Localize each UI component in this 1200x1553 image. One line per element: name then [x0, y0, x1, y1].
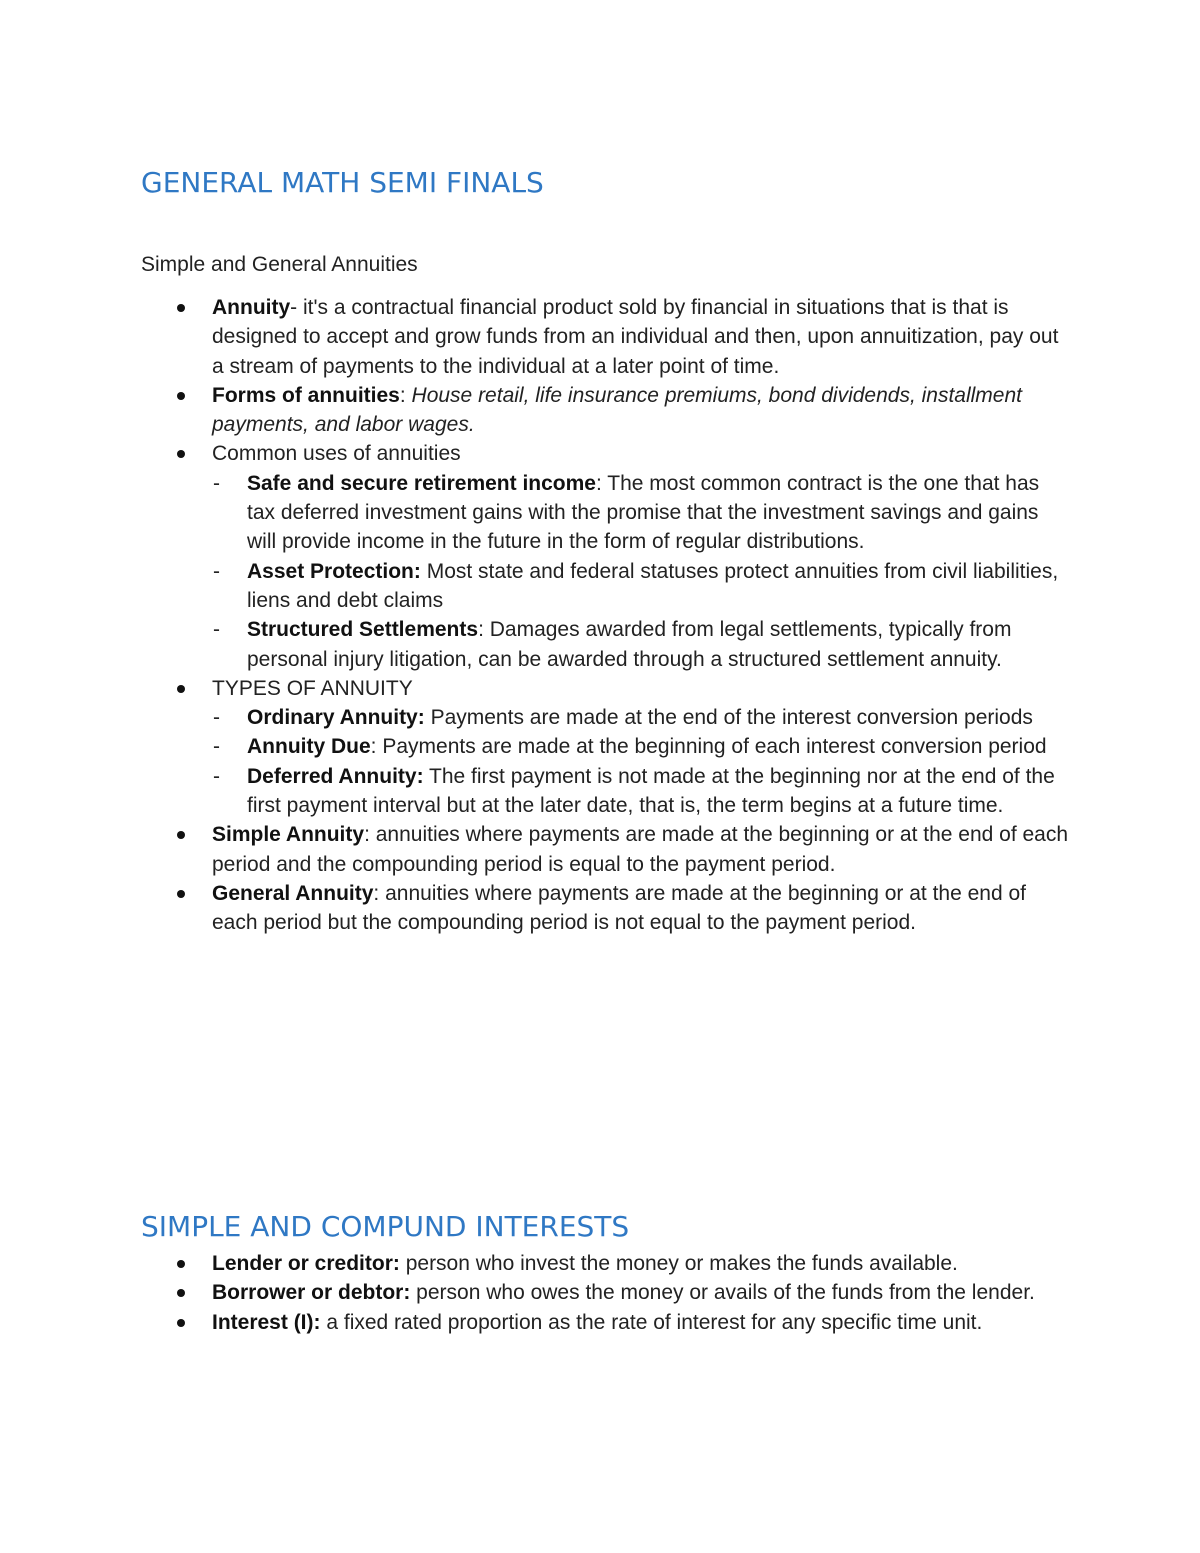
list-item-lender: [141, 1249, 1071, 1278]
definition-borrower: person who owes the money or avails of the funds from the lender.: [410, 1281, 1035, 1305]
sublist-item-use: [212, 557, 1071, 616]
list-item-general-annuity: [141, 879, 1071, 938]
section-heading-interests: SIMPLE AND COMPUND INTERESTS: [141, 1210, 630, 1243]
annuities-list: [141, 293, 1071, 938]
type-term: Ordinary Annuity:: [247, 706, 425, 730]
term-general-annuity: General Annuity: [212, 881, 374, 905]
definition-interest: a fixed rated proportion as the rate of interest for any specific time unit.: [320, 1310, 983, 1334]
uses-sublist: [212, 469, 1071, 674]
use-text: : Damages awarded from legal settlements, typically from personal injury litigation, can be awarded through a structured settlement annuity.: [247, 618, 1012, 671]
use-text: Most state and federal statuses protect annuities from civil liabilities, liens and debt claims: [247, 559, 1059, 612]
list-item-types: [141, 674, 1071, 820]
use-term: Safe and secure retirement income: [247, 471, 596, 495]
term-lender: Lender or creditor:: [212, 1252, 400, 1275]
type-text: Payments are made at the end of the interest conversion periods: [424, 706, 1033, 730]
interests-list: [141, 1249, 1071, 1337]
type-term: Deferred Annuity:: [247, 764, 424, 788]
sublist-item-type: [212, 703, 1071, 732]
use-text: : The most common contract is the one that has tax deferred investment gains with the promise that the investment savings and gains will provide income in the future in the form of regular distributions.: [247, 471, 1040, 554]
definition-forms: House retail, life insurance premiums, bond dividends, installment payments, and labor wages.: [212, 383, 1022, 437]
definition-lender: person who invest the money or makes the funds available.: [399, 1252, 958, 1275]
type-term: Annuity Due: [247, 735, 371, 759]
use-term: Asset Protection:: [247, 559, 421, 583]
list-item-interest: [141, 1308, 1071, 1337]
term-forms: Forms of annuities: [212, 383, 400, 407]
list-item-borrower: [141, 1278, 1071, 1307]
term-borrower: Borrower or debtor:: [212, 1281, 411, 1305]
sublist-item-use: [212, 469, 1071, 557]
common-uses-label: Common uses of annuities: [212, 442, 461, 466]
type-text: : Payments are made at the beginning of each interest conversion period: [370, 735, 1047, 759]
definition-simple-annuity: : annuities where payments are made at the beginning or at the end of each period and the compounding period is equal to the payment period.: [212, 823, 1069, 876]
definition-annuity: - it's a contractual financial product sold by financial in situations that is that is designed to accept and grow funds from an individual and then, upon annuitization, pay out a stream of payments to the individual at a later point of time.: [212, 296, 1059, 378]
types-heading: TYPES OF ANNUITY: [212, 676, 413, 700]
list-item-common-uses: [141, 439, 1071, 673]
list-item-simple-annuity: [141, 820, 1071, 879]
forms-separator: :: [399, 383, 412, 407]
sublist-item-type: [212, 732, 1071, 761]
sublist-item-use: [212, 615, 1071, 674]
definition-general-annuity: : annuities where payments are made at the beginning or at the end of each period but the compounding period is not equal to the payment period.: [212, 881, 1027, 935]
list-item-annuity: [141, 293, 1071, 381]
term-annuity: Annuity: [212, 296, 291, 319]
term-simple-annuity: Simple Annuity: [212, 823, 365, 847]
section-subtitle: Simple and General Annuities: [141, 253, 418, 276]
term-interest: Interest (I):: [212, 1310, 321, 1334]
use-term: Structured Settlements: [247, 618, 479, 642]
type-text: The first payment is not made at the beginning nor at the end of the first payment interval but at the later date, that is, the term begins at a future time.: [247, 764, 1055, 818]
sublist-item-type: [212, 762, 1071, 821]
types-sublist: [212, 703, 1071, 820]
document-title: GENERAL MATH SEMI FINALS: [141, 166, 544, 199]
list-item-forms: [141, 381, 1071, 440]
